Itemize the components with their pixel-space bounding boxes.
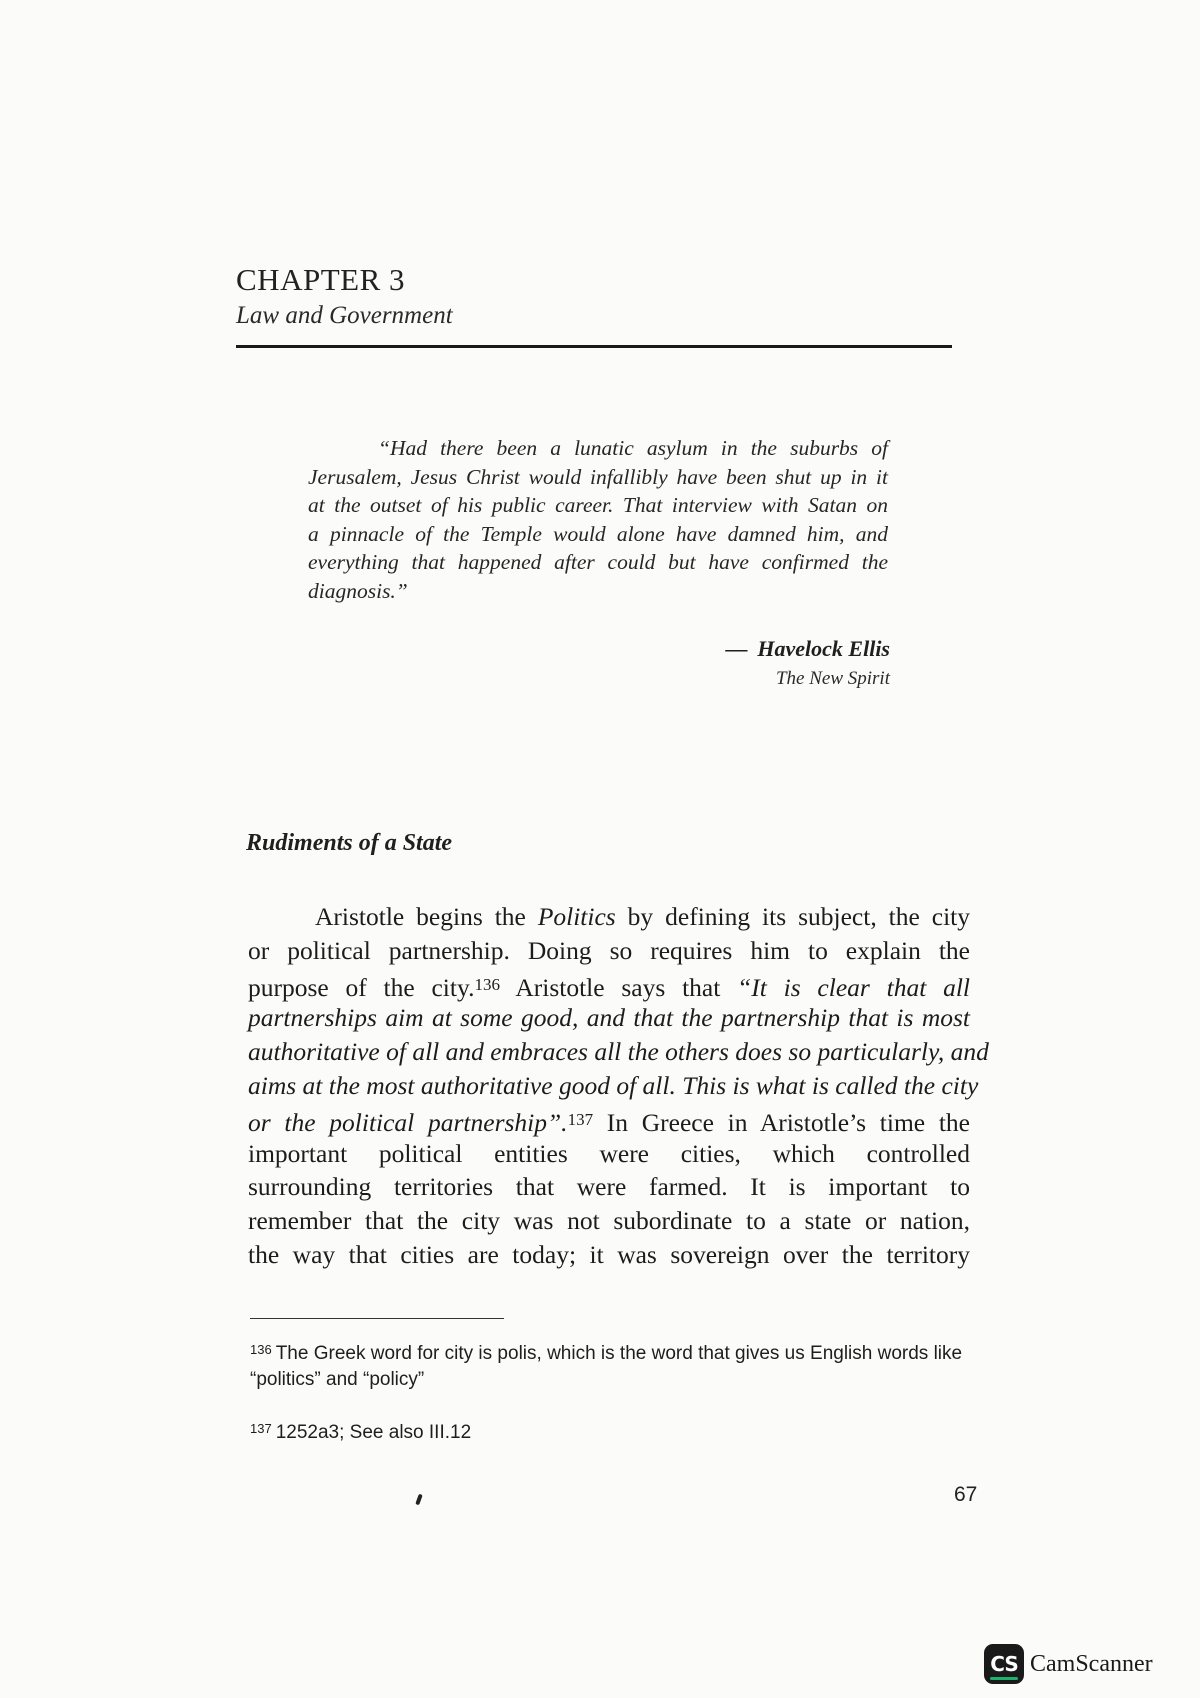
body-line — [248, 1103, 970, 1137]
body-text-span: Aristotle says that — [499, 972, 738, 1002]
camscanner-logo-icon: CS — [984, 1644, 1024, 1684]
epigraph-line: a pinnacle of the Temple would alone have damned him, and — [308, 521, 888, 546]
footnote-text: The Greek word for city is polis, which is the word that gives us English words like “politics” and “policy” — [250, 1343, 963, 1390]
body-line: remember that the city was not subordinate to a state or nation, — [248, 1206, 970, 1236]
attribution-author: Havelock Ellis — [757, 636, 890, 661]
body-paragraph — [248, 900, 989, 1272]
footnote-number: 137 — [250, 1421, 272, 1436]
epigraph-source: The New Spirit — [775, 668, 890, 689]
page-number: 67 — [954, 1483, 978, 1506]
footnote-137 — [250, 1416, 980, 1446]
footnote-reference[interactable]: 137 — [567, 1109, 594, 1129]
epigraph-attribution — [725, 636, 890, 662]
chapter-subtitle: Law and Government — [236, 302, 453, 329]
epigraph-line: “Had there been a lunatic asylum in the suburbs of — [378, 436, 888, 460]
footnote-divider — [250, 1318, 504, 1319]
body-line: important political entities were cities, which controlled — [248, 1138, 970, 1168]
body-line: surrounding territories that were farmed. It is important to — [248, 1172, 970, 1202]
epigraph-line: at the outset of his public career. That interview with Satan on — [308, 493, 888, 517]
body-text-span: purpose of the city. — [248, 972, 475, 1002]
quote-italic: or the political partnership”. — [248, 1107, 568, 1137]
body-line: or political partnership. Doing so requires him to explain the — [248, 935, 970, 965]
body-line — [248, 968, 970, 1002]
footnote-reference[interactable]: 136 — [474, 974, 500, 994]
epigraph-line: everything that happened after could but have confirmed the — [308, 550, 888, 574]
epigraph-quote — [308, 434, 888, 605]
body-text-span: by defining its subject, the city — [615, 902, 970, 931]
chapter-label: CHAPTER 3 — [236, 262, 405, 297]
camscanner-watermark — [984, 1644, 1153, 1684]
scan-mark — [415, 1494, 423, 1506]
epigraph-line: diagnosis.” — [308, 578, 408, 603]
body-line: partnerships aim at some good, and that the partnership that is most — [248, 1003, 970, 1033]
attribution-dash: — — [725, 636, 748, 661]
footnote-text: 1252a3; See also III.12 — [275, 1422, 472, 1443]
section-heading: Rudiments of a State — [246, 830, 453, 856]
footnote-number: 136 — [250, 1342, 272, 1357]
footnote-136 — [250, 1337, 980, 1393]
book-title-italic: Politics — [537, 902, 616, 931]
body-line: aims at the most authoritative good of all. This is what is called the city — [248, 1070, 979, 1100]
body-line: authoritative of all and embraces all the others does so particularly, and — [248, 1037, 989, 1067]
chapter-divider — [236, 345, 952, 348]
camscanner-name: CamScanner — [1030, 1650, 1153, 1677]
epigraph-line: Jerusalem, Jesus Christ would infallibly have been shut up in it — [308, 464, 888, 489]
body-line — [248, 900, 970, 934]
body-line: the way that cities are today; it was sovereign over the territory — [248, 1239, 970, 1269]
quote-italic: “It is clear that all — [737, 972, 970, 1002]
body-text-span: In Greece in Aristotle’s time the — [593, 1107, 970, 1137]
body-text-span: Aristotle begins the — [315, 902, 538, 931]
